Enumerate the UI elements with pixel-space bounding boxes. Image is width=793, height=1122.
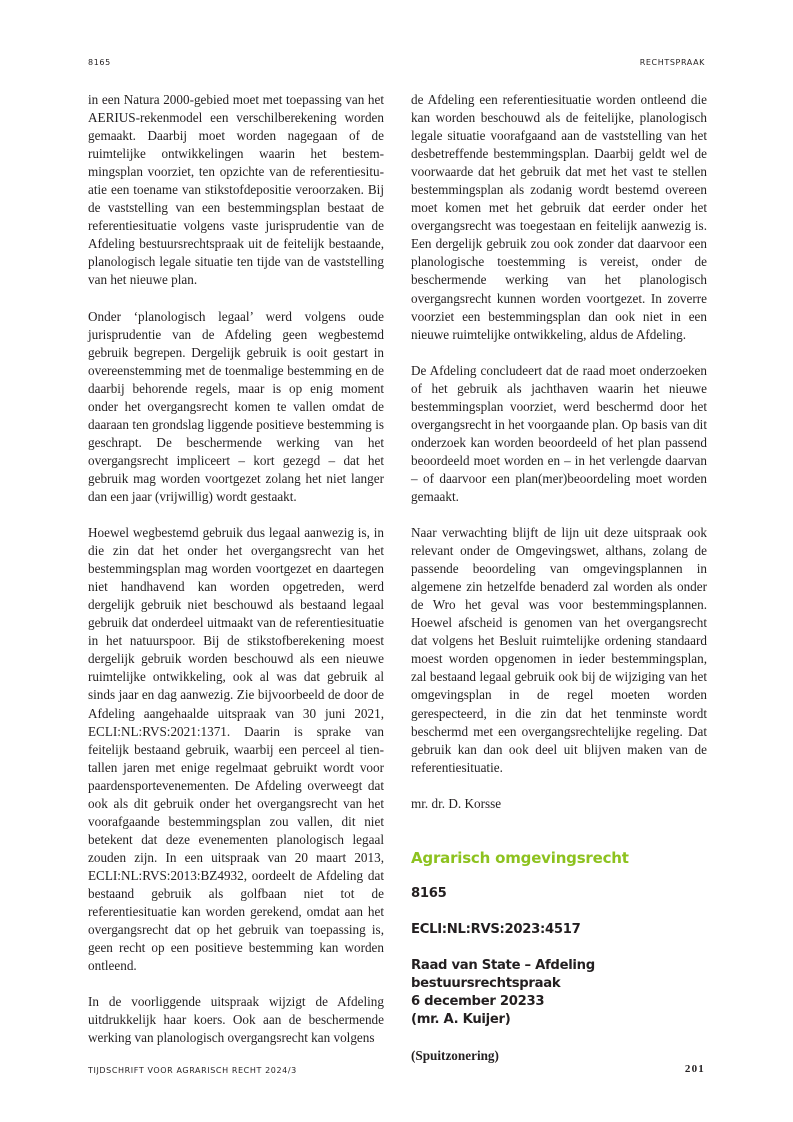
ecli-identifier: ECLI:NL:RVS:2023:4517 (411, 921, 581, 937)
section-heading: Agrarisch omgevingsrecht (411, 848, 629, 867)
paragraph: Naar verwachting blijft de lijn uit deze uitspraak ook relevant onder de Omgevingswet, althans, zolang de passende beoordeling van omgevingsplannen in algemene zin hetzelfde benaderd zal worden als onder de Wro het geval was voor bestemmingsplannen. Hoewel afscheid is genomen van het overgangsrecht dat volgens het Besluit ruimtelijke ordening standaard moest worden opgenomen in ieder bestemmingsplan, zal bestaand legaal gebruik ook bij de wijziging van het omgevingsplan in de regel moeten worden gerespecteerd, in die zin dat het tenminste wordt beschermd met een overgangsrechtelijke regeling. Dat gebruik kan dan ook deel uit blijven maken van de referentiesituatie. (411, 525, 707, 775)
left-column (88, 91, 384, 1047)
decision-date: 6 december 20233 (411, 993, 545, 1009)
running-header-section: RECHTSPRAAK (639, 58, 705, 67)
author-signature: mr. dr. D. Korsse (411, 795, 502, 811)
case-subject: (Spuitzonering) (411, 1047, 499, 1063)
court-info (411, 957, 707, 1029)
footer-page-number: 201 (684, 1063, 705, 1075)
court-name: Raad van State – Afdeling bestuursrechtspraak (411, 957, 595, 991)
running-header-case-number: 8165 (88, 58, 111, 67)
right-column (411, 91, 707, 1065)
paragraph: Onder ‘planologisch legaal’ werd volgens oude jurisprudentie van de Afdeling geen wegbestemd gebruik begrepen. Dergelijk gebruik is ooit gestart in overeenstemming met de toenmalige bestemming en de daarbij behorende regels, maar is op enig moment onder het overgangsrecht komen te vallen omdat de daaraan ten grondslag liggende positieve bestemming is geschrapt. De beschermende werking van het overgangsrecht impliceert – kort gezegd – dat het gebruik mag worden voortgezet zolang het niet langer dan een jaar (vrijwillig) wordt gestaakt. (88, 308, 384, 504)
footer-journal-title: TIJDSCHRIFT VOOR AGRARISCH RECHT 2024/3 (88, 1066, 297, 1075)
judge: (mr. A. Kuijer) (411, 1011, 511, 1027)
paragraph: de Afdeling een referentiesituatie worden ontleend die kan worden beschouwd als de feitelijke, planologisch legale situatie voorafgaand aan de vaststelling van het desbetreffende bestemmingsplan. Daarbij geldt wel de voorwaarde dat het gebruik dat met het vast te stellen bestemmingsplan als zodanig wordt bestemd overeen moet komen met het gebruik dat eerder onder het overgangsrecht was toegestaan en feitelijk aanwezig is. Een dergelijk gebruik zou ook zonder dat daarvoor een planologische toestemming is vereist, onder de beschermende werking van het planologisch overgangsrecht kunnen worden voortgezet. In zoverre voorziet een bestemmingsplan dan ook niet in een nieuwe ruimtelijke ontwikkeling, aldus de Afdeling. (411, 92, 707, 342)
paragraph: De Afdeling concludeert dat de raad moet onderzoeken of het gebruik als jachthaven waarin het nieuwe bestemmingsplan voorziet, werd beschermd door het overgangsrecht in het voorgaande plan. Op basis van dit onderzoek kan worden beoordeeld of het plan passend beoordeeld moet worden en – in het verlengde daarvan – of daarvoor een plan(mer)beoordeling moet worden gemaakt. (411, 362, 707, 504)
paragraph: In de voorliggende uitspraak wijzigt de Afdeling uitdrukkelijk haar koers. Ook aan de beschermende werking van planologisch overgangsrecht kan volgens (88, 994, 384, 1046)
case-number: 8165 (411, 885, 447, 901)
paragraph: Hoewel wegbestemd gebruik dus legaal aanwezig is, in die zin dat het onder het overgangsrecht van het bestemmingsplan mag worden voortgezet en daartegen niet handhavend kan worden opgetreden, werd dergelijk gebruik niet beschouwd als bestaand legaal gebruik dat onderdeel uitmaakt van de referentiesituatie in het natuurspoor. Bij de stikstofberekening moest dergelijk gebruik worden beschouwd als een nieuwe ruimtelijke ontwikkeling, ook al was dat gebruik al sinds jaar en dag aanwezig. Zie bijvoorbeeld de door de Afdeling aangehaalde uitspraak van 30 juni 2021, ECLI:NL:RVS:2021:1371. Daarin is sprake van feitelijk bestaand gebruik, waarbij een perceel al tientallen jaren met enige regelmaat gebruikt wordt voor paardensportevenementen. De Afdeling overweegt dat ook als dit gebruik onder het overgangsrecht van het voorafgaande bestemmingsplan zou vallen, dit niet betekent dat deze evenementen planologisch legaal zouden zijn. In een uitspraak van 20 maart 2013, ECLI:NL:RVS:2013:BZ4932, oordeelt de Afdeling dat bestaand gebruik als golfbaan niet tot de referentiesituatie kan worden gerekend, omdat aan het overgangsrecht dat op het gebruik van toepassing is, geen recht op een positieve bestemming kan worden ontleend. (88, 525, 384, 974)
paragraph: in een Natura 2000-gebied moet met toepassing van het AERIUS-rekenmodel een verschilberekening worden gemaakt. Daarbij moet worden nagegaan of de ruimtelijke ontwikkelingen waarin het bestemmingsplan voorziet, ten opzichte van de referentiesituatie een toename van stikstofdepositie veroorzaken. Bij de vaststelling van een bestemmingsplan bestaat de referentiesituatie volgens vaste jurisprudentie van de Afdeling bestuursrechtspraak uit de feitelijk bestaande, planologisch legale situatie ten tijde van de vaststelling van het nieuwe plan. (88, 92, 384, 288)
